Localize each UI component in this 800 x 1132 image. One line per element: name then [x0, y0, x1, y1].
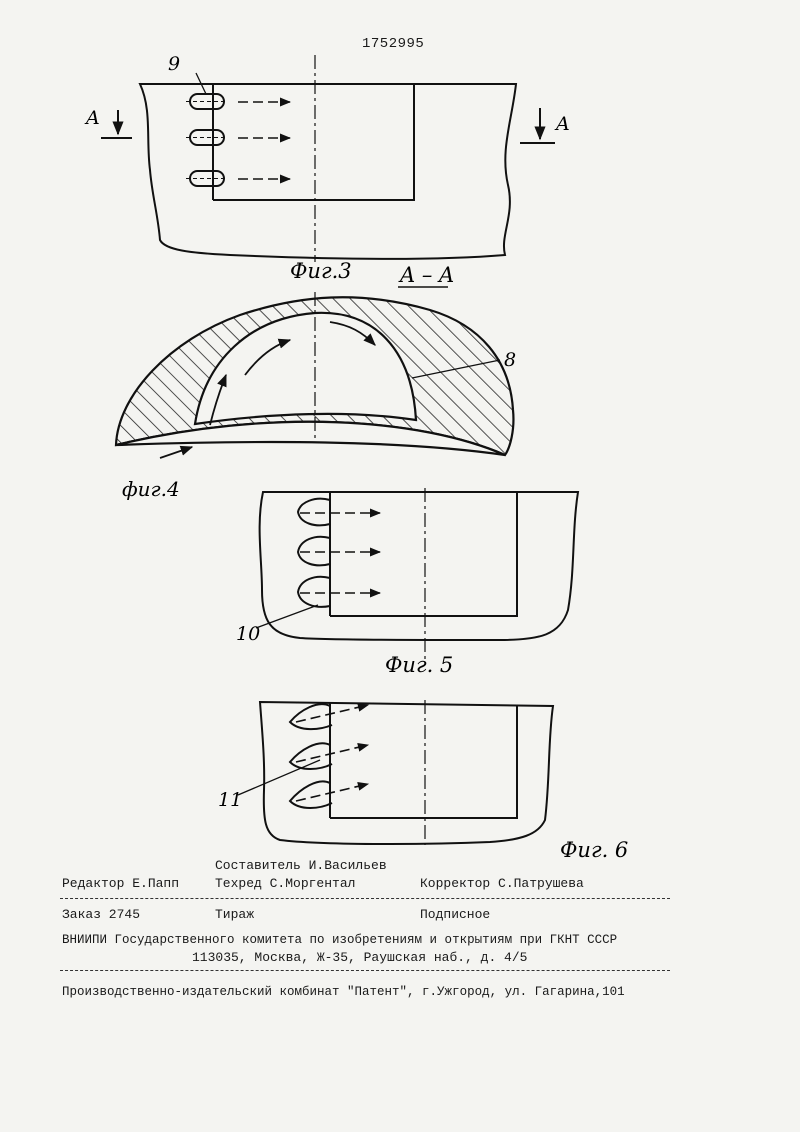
fig3-nozzles: [186, 94, 228, 186]
address: 113035, Москва, Ж-35, Раушская наб., д. 4/5: [192, 950, 528, 965]
fig3-section-left: A: [86, 107, 100, 129]
fig3-section-right: A: [556, 113, 570, 135]
corrector: Корректор С.Патрушева: [420, 876, 584, 891]
footer-rule-2: [60, 970, 670, 971]
fig3-flow-arrows: [238, 102, 290, 179]
fig6-label: Фиг. 6: [560, 838, 629, 862]
figure-5: [256, 488, 578, 660]
editor: Редактор Е.Папп: [62, 876, 180, 891]
fig5-ref-label: 10: [236, 623, 261, 645]
fig5-label: Фиг. 5: [385, 653, 454, 677]
section-marker-left: [101, 110, 132, 138]
fig4-section-title: A – A: [400, 263, 455, 287]
order: Заказ 2745: [62, 907, 141, 922]
footer-rule-1: [60, 898, 670, 899]
fig4-label: фиг.4: [122, 477, 180, 501]
institute: ВНИИПИ Государственного комитета по изобретениям и открытиям при ГКНТ СССР: [62, 933, 618, 947]
section-marker-right: [520, 108, 555, 143]
fig3-label: Фиг.3: [290, 259, 352, 283]
publisher: Производственно-издательский комбинат "Патент", г.Ужгород, ул. Гагарина,101: [62, 985, 625, 999]
fig6-nozzles: [290, 704, 332, 808]
figure-4: [116, 292, 513, 458]
fig6-ref-label: 11: [218, 789, 243, 811]
figure-6: [238, 700, 553, 845]
subscription: Подписное: [420, 907, 491, 922]
fig3-ref-label: 9: [168, 53, 181, 75]
techred: Техред С.Моргентал: [215, 876, 356, 891]
figure-3: [101, 55, 555, 262]
fig4-ref-label: 8: [504, 349, 517, 371]
patent-number: 1752995: [362, 36, 425, 52]
circulation: Тираж: [215, 907, 255, 922]
composer: Составитель И.Васильев: [215, 858, 387, 873]
